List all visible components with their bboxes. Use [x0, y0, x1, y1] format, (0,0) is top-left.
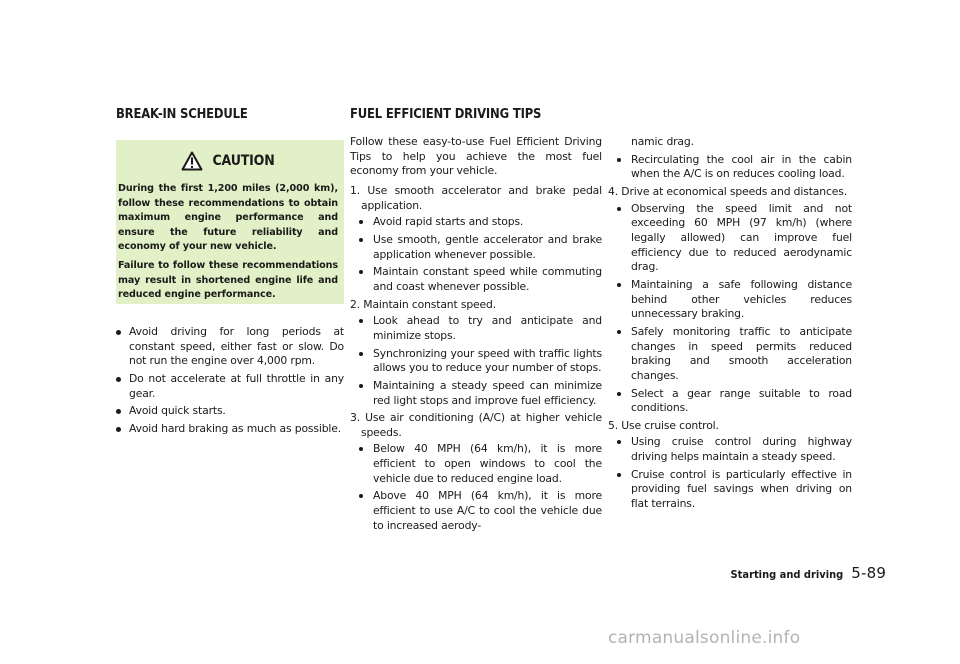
break-in-item: Avoid hard braking as much as possible. [116, 422, 344, 437]
watermark-text: carmanualsonline.info [608, 628, 801, 648]
caution-box [116, 140, 344, 304]
warning-triangle-icon [181, 151, 203, 171]
tip-bullet: Look ahead to try and anticipate and minimize stops. [350, 314, 602, 343]
caution-title: CAUTION [212, 153, 276, 169]
caution-text [118, 182, 338, 307]
tip-bullet: Recirculating the cool air in the cabin when the A/C is on reduces cooling load. [608, 153, 852, 182]
fuel-tips-column-1 [350, 135, 602, 536]
tip-1-heading: 1. Use smooth accelerator and brake pedal application. [350, 183, 602, 212]
break-in-item: Do not accelerate at full throttle in any gear. [116, 372, 344, 401]
page-footer [718, 564, 886, 582]
tip-bullet: Maintaining a safe following distance behind other vehicles reduces unnecessary braking. [608, 278, 852, 322]
tip-bullet: Avoid rapid starts and stops. [350, 215, 602, 230]
tip-4-heading: 4. Drive at economical speeds and distances. [608, 184, 847, 198]
footer-section-title: Starting and driving [730, 568, 844, 581]
tip-3-heading: 3. Use air conditioning (A/C) at higher vehicle speeds. [350, 411, 602, 439]
tip-bullet: Below 40 MPH (64 km/h), it is more efficient to open windows to cool the vehicle due to reduced engine load. [350, 442, 602, 486]
caution-paragraph-2: Failure to follow these recommendations may result in shortened engine life and reduced engine performance. [118, 259, 338, 301]
tip-5-heading: 5. Use cruise control. [608, 418, 719, 432]
tip-bullet: Using cruise control during highway driving helps maintain a steady speed. [608, 435, 852, 464]
tip-bullet: Maintain constant speed while commuting and coast whenever possible. [350, 265, 602, 294]
break-in-item: Avoid quick starts. [116, 404, 344, 419]
tips-intro: Follow these easy-to-use Fuel Efficient Driving Tips to help you achieve the most fuel economy from your vehicle. [350, 135, 602, 178]
fuel-tips-column-2 [608, 135, 852, 515]
tip-bullet: Synchronizing your speed with traffic lights allows you to reduce your number of stops. [350, 347, 602, 376]
tip-bullet-continued: namic drag. [631, 135, 694, 148]
tip-bullet: Safely monitoring traffic to anticipate changes in speed permits reduced braking and smooth acceleration changes. [608, 325, 852, 384]
tip-2-heading: 2. Maintain constant speed. [350, 297, 496, 311]
tip-bullet: Maintaining a steady speed can minimize red light stops and improve fuel efficiency. [350, 379, 602, 408]
section-heading-break-in: BREAK-IN SCHEDULE [116, 106, 248, 122]
tip-bullet: Observing the speed limit and not exceeding 60 MPH (97 km/h) (where legally allowed) can improve fuel efficiency due to reduced aerodynamic drag. [608, 202, 852, 275]
tip-bullet: Use smooth, gentle accelerator and brake application whenever possible. [350, 233, 602, 262]
tip-bullet: Cruise control is particularly effective in providing fuel savings when driving on flat terrains. [608, 468, 852, 512]
caution-header [119, 150, 341, 172]
section-heading-fuel-tips: FUEL EFFICIENT DRIVING TIPS [350, 106, 542, 122]
tip-bullet: Above 40 MPH (64 km/h), it is more efficient to use A/C to cool the vehicle due to increased aerody- [350, 489, 602, 533]
caution-paragraph-1: During the first 1,200 miles (2,000 km), follow these recommendations to obtain maximum engine performance and ensure the future reliability and economy of your new vehicle. [118, 183, 338, 253]
break-in-list [116, 325, 344, 440]
break-in-item: Avoid driving for long periods at constant speed, either fast or slow. Do not run the engine over 4,000 rpm. [116, 325, 344, 369]
tip-bullet: Select a gear range suitable to road conditions. [608, 387, 852, 416]
page-number: 5-89 [851, 564, 887, 582]
